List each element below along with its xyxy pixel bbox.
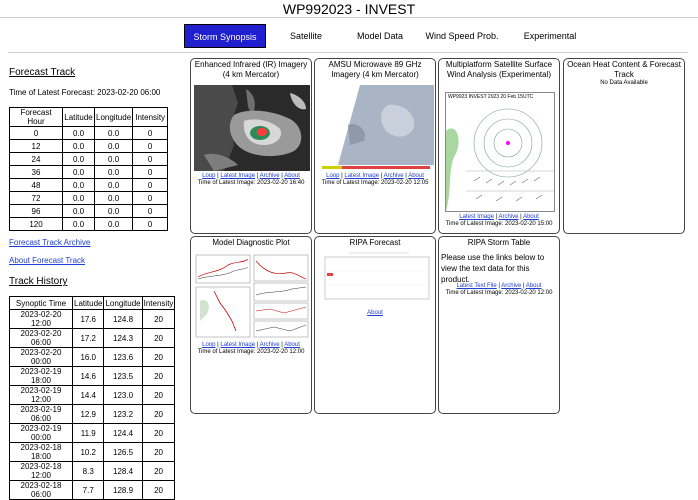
ir-imagery-panel [190, 58, 312, 234]
table-cell: 0 [133, 205, 168, 218]
tab-experimental[interactable]: Experimental [523, 31, 577, 41]
about-forecast-track-link[interactable]: About Forecast Track [9, 256, 86, 265]
amsu-imagery-panel [314, 58, 436, 234]
ripa-panel-links [315, 310, 435, 316]
table-cell: 17.2 [73, 329, 104, 348]
table-row [10, 179, 168, 192]
table-cell: 2023-02-20 12:00 [10, 310, 73, 329]
table-cell: 16.0 [73, 348, 104, 367]
wind-panel-title: Multiplatform Satellite Surface Wind Analysis (Experimental) [445, 60, 553, 79]
forecast-track-table [9, 107, 168, 231]
table-cell: 14.6 [73, 367, 104, 386]
table-cell: 0.0 [63, 192, 95, 205]
ripa-table-latest-time: Time of Latest Image: 2023-02-20 12:00 [445, 290, 553, 296]
table-cell: 14.4 [73, 386, 104, 405]
ripa-about-link[interactable]: About [367, 310, 383, 316]
table-cell: 7.7 [73, 481, 104, 500]
table-cell: 11.9 [73, 424, 104, 443]
table-cell: 20 [142, 386, 175, 405]
table-row [10, 218, 168, 231]
wind-latest-time: Time of Latest Image: 2023-02-20 15:00 [445, 221, 553, 227]
table-row [10, 443, 175, 462]
table-cell: 20 [142, 424, 175, 443]
table-cell: 0.0 [95, 205, 133, 218]
ir-archive-link[interactable]: Archive [259, 173, 280, 179]
table-cell: 0.0 [95, 140, 133, 153]
table-cell: 8.3 [73, 462, 104, 481]
wind-panel-links: Latest Image | Archive | About [459, 214, 539, 220]
table-cell: 124.8 [104, 310, 142, 329]
wind-image-caption: WP9923 INVEST 2023 20 Feb 15UTC [448, 94, 534, 100]
page-divider [8, 52, 688, 53]
table-cell: 123.2 [104, 405, 142, 424]
table-cell: 2023-02-18 06:00 [10, 481, 73, 500]
diag-panel-links: Loop | Latest Image | Archive | About [202, 342, 300, 348]
wind-about-link[interactable]: About [523, 214, 539, 220]
table-cell: 0.0 [63, 166, 95, 179]
diag-loop-link[interactable]: Loop [202, 342, 216, 348]
wind-barbs-graphic [446, 101, 554, 211]
table-row [10, 367, 175, 386]
tab-bar [184, 24, 590, 48]
page-title: WP992023 - INVEST [282, 1, 416, 17]
ohc-no-data-note: No Data Available [600, 80, 648, 86]
table-row [10, 462, 175, 481]
forecast-track-heading: Forecast Track [9, 67, 76, 78]
model-diagnostic-panel [190, 236, 312, 414]
column-header: Longitude [105, 298, 141, 308]
forecast-latest-time: Time of Latest Forecast: 2023-02-20 06:00 [9, 88, 161, 97]
wind-analysis-image[interactable] [445, 92, 555, 212]
table-cell: 2023-02-18 18:00 [10, 443, 73, 462]
table-row [10, 424, 175, 443]
ripa-table-links: Latest Text File | Archive | About [456, 283, 542, 289]
ir-satellite-image[interactable] [194, 85, 310, 171]
table-cell: 20 [142, 405, 175, 424]
ir-loop-link[interactable]: Loop [202, 173, 216, 179]
surface-wind-panel [438, 58, 560, 234]
table-row [10, 140, 168, 153]
ripa-forecast-panel [314, 236, 436, 414]
table-cell: 0.0 [95, 192, 133, 205]
table-cell: 0.0 [63, 140, 95, 153]
column-header: Synoptic Time [10, 297, 73, 310]
table-cell: 0 [133, 140, 168, 153]
amsu-archive-link[interactable]: Archive [383, 173, 404, 179]
amsu-panel-title: AMSU Microwave 89 GHz Imagery (4 km Mercator) [328, 60, 422, 79]
table-row [10, 166, 168, 179]
forecast-track-archive-link[interactable]: Forecast Track Archive [9, 238, 91, 247]
ir-panel-links: Loop | Latest Image | Archive | About [202, 173, 300, 179]
ir-latest-time: Time of Latest Image: 2023-02-20 16:40 [197, 180, 305, 186]
table-cell: 2023-02-19 18:00 [10, 367, 73, 386]
ripa-table-archive-link[interactable]: Archive [501, 283, 522, 289]
table-cell: 2023-02-19 06:00 [10, 405, 73, 424]
table-cell: 12 [10, 140, 63, 153]
table-cell: 0.0 [63, 179, 95, 192]
table-cell: 2023-02-18 12:00 [10, 462, 73, 481]
table-cell: 20 [142, 310, 175, 329]
table-cell: 0.0 [95, 179, 133, 192]
diag-archive-link[interactable]: Archive [259, 342, 280, 348]
model-diagnostic-image[interactable] [194, 251, 310, 341]
table-row [10, 405, 175, 424]
amsu-microwave-image[interactable] [318, 85, 434, 171]
amsu-panel-links: Loop | Latest Image | Archive | About [326, 173, 424, 179]
diag-panel-title: Model Diagnostic Plot [212, 238, 290, 247]
table-row [10, 348, 175, 367]
column-header: Latitude [74, 298, 103, 308]
table-cell: 10.2 [73, 443, 104, 462]
table-cell: 128.4 [104, 462, 142, 481]
ir-about-link[interactable]: About [284, 173, 300, 179]
table-cell: 20 [142, 462, 175, 481]
column-header: Latitude [63, 108, 95, 127]
table-cell: 0.0 [95, 127, 133, 140]
table-row [10, 192, 168, 205]
table-cell: 72 [10, 192, 63, 205]
table-row [10, 310, 175, 329]
diag-latest-time: Time of Latest Image: 2023-02-20 12:00 [197, 349, 305, 355]
table-row [10, 329, 175, 348]
table-cell: 0 [133, 192, 168, 205]
table-cell: 0.0 [63, 218, 95, 231]
title-divider [0, 17, 698, 18]
diag-latest-image-link[interactable]: Latest Image [220, 342, 256, 348]
ripa-storm-table-panel [438, 236, 560, 414]
table-cell: 0.0 [63, 127, 95, 140]
table-row [10, 386, 175, 405]
table-cell: 128.9 [104, 481, 142, 500]
table-row [10, 481, 175, 500]
table-cell: 0 [133, 179, 168, 192]
table-cell: 123.5 [104, 367, 142, 386]
table-cell: 12.9 [73, 405, 104, 424]
table-cell: 0.0 [95, 166, 133, 179]
table-cell: 2023-02-20 00:00 [10, 348, 73, 367]
amsu-latest-time: Time of Latest Image: 2023-02-20 12:05 [321, 180, 429, 186]
amsu-loop-link[interactable]: Loop [326, 173, 340, 179]
ripa-latest-text-file-link[interactable]: Latest Text File [456, 283, 497, 289]
table-cell: 20 [142, 348, 175, 367]
table-cell: 123.0 [104, 386, 142, 405]
ripa-table-panel-title: RIPA Storm Table [467, 238, 531, 247]
table-cell: 2023-02-20 06:00 [10, 329, 73, 348]
table-row [10, 205, 168, 218]
column-header: Forecast Hour [10, 108, 63, 127]
column-header: Longitude [95, 108, 133, 127]
ripa-table-description: Please use the links below to view the text data for this product. [441, 253, 545, 284]
table-cell: 0.0 [63, 205, 95, 218]
ocean-heat-content-panel [563, 58, 685, 234]
table-cell: 0 [133, 218, 168, 231]
table-cell: 96 [10, 205, 63, 218]
tab-satellite[interactable]: Satellite [289, 31, 323, 41]
wind-latest-image-link[interactable]: Latest Image [459, 214, 494, 220]
tab-model-data[interactable]: Model Data [356, 31, 404, 41]
track-history-heading: Track History [9, 276, 68, 287]
table-cell: 17.6 [73, 310, 104, 329]
tab-storm-synopsis[interactable]: Storm Synopsis [184, 24, 266, 48]
tab-wind-speed-prob[interactable]: Wind Speed Prob. [425, 31, 499, 41]
table-cell: 2023-02-19 00:00 [10, 424, 73, 443]
table-cell: 0.0 [63, 153, 95, 166]
table-cell: 2023-02-19 12:00 [10, 386, 73, 405]
table-cell: 48 [10, 179, 63, 192]
table-cell: 0 [10, 127, 63, 140]
table-cell: 0 [133, 127, 168, 140]
table-cell: 120 [10, 218, 63, 231]
table-cell: 24 [10, 153, 63, 166]
ir-panel-title: Enhanced Infrared (IR) Imagery (4 km Mercator) [194, 60, 308, 79]
table-cell: 0.0 [95, 153, 133, 166]
table-cell: 0 [133, 166, 168, 179]
ripa-panel-title: RIPA Forecast [349, 238, 401, 247]
table-cell: 124.3 [104, 329, 142, 348]
amsu-about-link[interactable]: About [408, 173, 424, 179]
wind-archive-link[interactable]: Archive [498, 214, 519, 220]
table-cell: 36 [10, 166, 63, 179]
diag-about-link[interactable]: About [284, 342, 300, 348]
table-row [10, 153, 168, 166]
track-history-table [9, 296, 175, 500]
column-header: Intensity [133, 108, 168, 127]
table-row [10, 127, 168, 140]
table-cell: 123.6 [104, 348, 142, 367]
ohc-panel-title: Ocean Heat Content & Forecast Track [567, 60, 681, 79]
table-cell: 20 [142, 329, 175, 348]
ripa-table-about-link[interactable]: About [525, 283, 542, 289]
table-cell: 126.5 [104, 443, 142, 462]
table-cell: 0 [133, 153, 168, 166]
ripa-forecast-image[interactable] [319, 251, 433, 307]
amsu-latest-image-link[interactable]: Latest Image [344, 173, 380, 179]
table-cell: 0.0 [95, 218, 133, 231]
table-cell: 20 [142, 367, 175, 386]
ir-latest-image-link[interactable]: Latest Image [220, 173, 256, 179]
table-cell: 20 [142, 481, 175, 500]
table-cell: 20 [142, 443, 175, 462]
table-cell: 124.4 [104, 424, 142, 443]
column-header: Intensity [143, 298, 174, 308]
